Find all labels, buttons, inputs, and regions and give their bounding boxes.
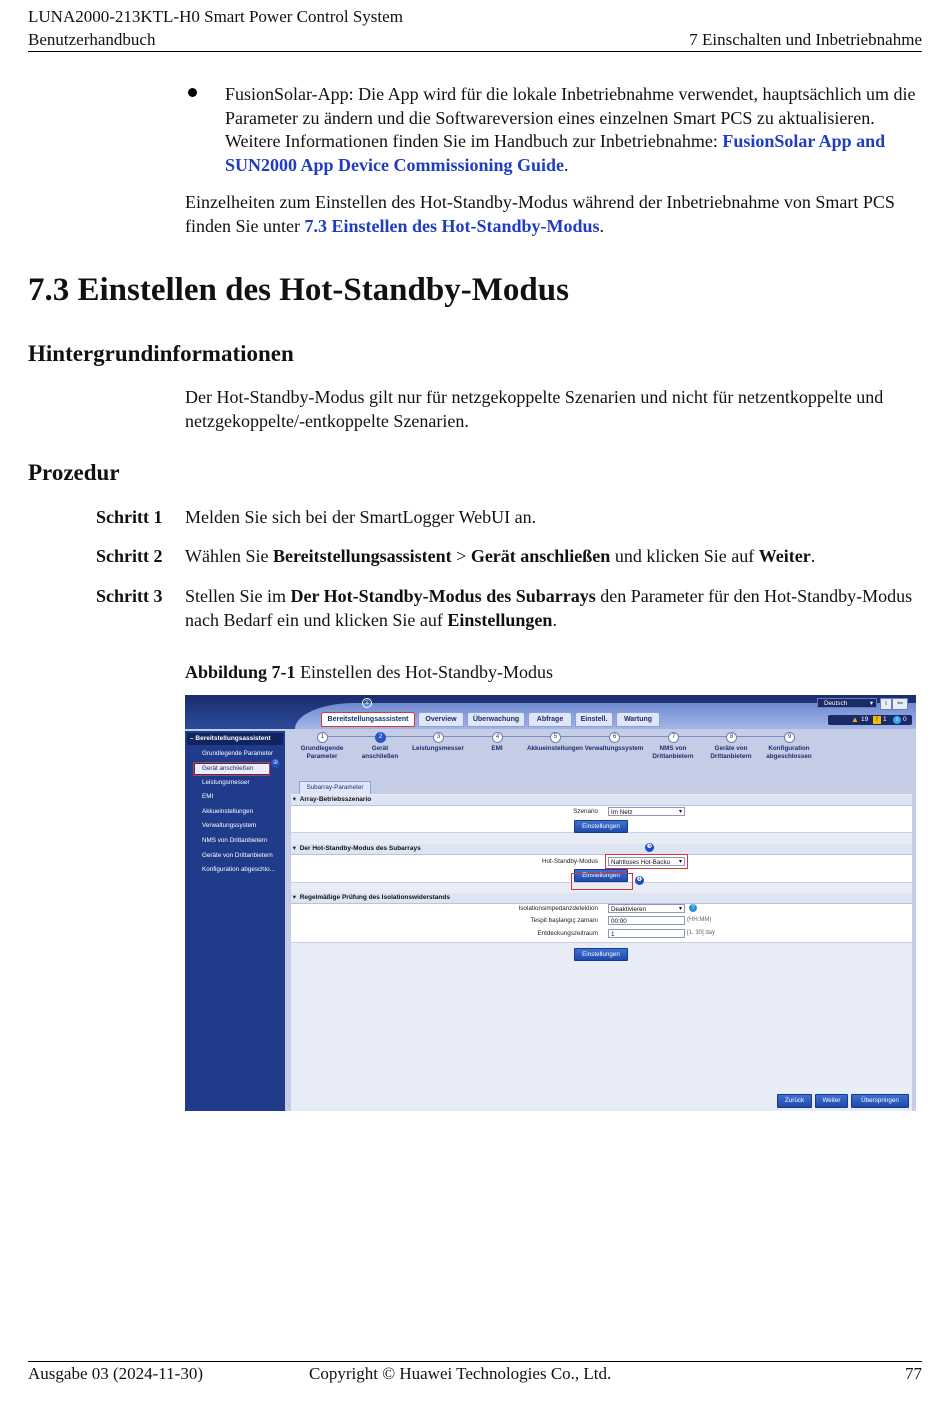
wizard-step-5-number[interactable]: 5: [550, 732, 561, 743]
sidebar-item-nms[interactable]: NMS von Drittanbietern: [202, 837, 268, 844]
iso-row-2-label: Tespit başlangıç zamanı: [530, 917, 598, 924]
wizard-step-9-label[interactable]: Konfiguration abgeschlossen: [766, 745, 812, 760]
iso-period-input[interactable]: 1: [608, 929, 685, 938]
section-title: 7.3 Einstellen des Hot-Standby-Modus: [28, 272, 569, 308]
szenario-select[interactable]: Im Netz ▾: [608, 807, 685, 816]
iso-period-hint: [1, 30] day: [687, 930, 716, 936]
section-hotstandby-header[interactable]: ▾ Der Hot-Standby-Modus des Subarrays: [291, 844, 912, 855]
wizard-step-3-label[interactable]: Leistungsmesser: [412, 745, 464, 752]
iso-row-3-label: Entdeckungszeitraum: [537, 930, 598, 937]
section-array-body: [291, 806, 912, 833]
major-alarm-count: 19: [861, 716, 869, 723]
highlight-hotstandby-select: [605, 854, 688, 869]
smartlogger-screenshot: [185, 695, 916, 1111]
sidebar-item-geraet-anschliessen[interactable]: Gerät anschließen: [195, 764, 269, 774]
wizard-step-4-number[interactable]: 4: [492, 732, 503, 743]
wizard-step-6-label[interactable]: Verwaltungssystem: [584, 745, 644, 752]
wizard-step-2-number[interactable]: 2: [375, 732, 386, 743]
header-product: LUNA2000-213KTL-H0 Smart Power Control System: [28, 7, 403, 26]
highlight-geraet-anschliessen: [193, 762, 270, 776]
step-3-text: Stellen Sie im Der Hot-Standby-Modus des Subarrays den Parameter für den Hot-Standby-Modus nach Bedarf ein und klicken Sie auf Einstellungen.: [185, 586, 913, 630]
logout-icon[interactable]: ⇦: [892, 698, 908, 710]
background-title: Hintergrundinformationen: [28, 341, 294, 366]
procedure-title: Prozedur: [28, 460, 120, 485]
wizard-step-7-number[interactable]: 7: [668, 732, 679, 743]
hotstandby-set-button[interactable]: Einstellungen: [574, 869, 628, 882]
wizard-step-2-label[interactable]: Gerät anschließen: [361, 745, 399, 760]
sidebar-item-konfiguration[interactable]: Konfiguration abgeschlo...: [202, 866, 275, 873]
step-3-label: Schritt 3: [96, 586, 163, 606]
callout-3: ❸: [646, 844, 653, 850]
iso-row-1-label: Isolationsimpedanzdetektion: [518, 905, 598, 912]
tab-einstell[interactable]: Einstell.: [575, 712, 613, 727]
wizard-step-8-label[interactable]: Geräte von Drittanbietern: [710, 745, 752, 760]
sidebar-item-geraete-drittanbieter[interactable]: Geräte von Drittanbietern: [202, 852, 273, 859]
help-icon[interactable]: ?: [689, 904, 697, 912]
hotstandby-select[interactable]: Nahtloses Hot-Backu ▾: [608, 857, 685, 866]
language-select[interactable]: Deutsch ▾: [817, 698, 877, 708]
tab-wartung[interactable]: Wartung: [616, 712, 660, 727]
header-rule: [28, 51, 922, 52]
sidebar-title: – Bereitstellungsassistent: [187, 733, 283, 745]
wizard-step-5-label[interactable]: Akkueinstellungen: [527, 745, 583, 752]
minor-alarm-count: 1: [883, 716, 887, 723]
background-text: Der Hot-Standby-Modus gilt nur für netzgekoppelte Szenarien und nicht für netzentkoppelte und netzgekoppelte/-entkoppelte Szenarien.: [185, 387, 884, 431]
sidebar: [185, 731, 285, 1111]
info-alarm-icon[interactable]: i: [893, 716, 901, 724]
wizard-step-1-label[interactable]: Grundlegende Parameter: [300, 745, 344, 760]
iso-start-time-input[interactable]: 00:00: [608, 916, 685, 925]
footer-page-number: 77: [905, 1364, 922, 1383]
step-2-label: Schritt 2: [96, 546, 163, 566]
callout-1: ①: [362, 698, 372, 708]
wizard-step-6-number[interactable]: 6: [609, 732, 620, 743]
header-manual: Benutzerhandbuch: [28, 30, 156, 49]
step-1-label: Schritt 1: [96, 507, 163, 527]
callout-2: ②: [272, 760, 279, 766]
commissioning-guide-link[interactable]: FusionSolar App and SUN2000 App Device Commissioning Guide: [225, 131, 886, 175]
major-alarm-icon[interactable]: ▲: [851, 715, 859, 724]
subtab-subarray[interactable]: Subarray-Parameter: [299, 781, 371, 795]
step-1-text: Melden Sie sich bei der SmartLogger WebUI an.: [185, 507, 537, 527]
tab-bereitstellungsassistent[interactable]: Bereitstellungsassistent: [321, 712, 415, 727]
header-chapter: 7 Einschalten und Inbetriebnahme: [689, 30, 922, 49]
sidebar-item-akkueinstellungen[interactable]: Akkueinstellungen: [202, 808, 254, 815]
hotstandby-label: Hot-Standby-Modus: [542, 858, 598, 865]
wizard-step-8-number[interactable]: 8: [726, 732, 737, 743]
back-button[interactable]: Zurück: [777, 1094, 812, 1108]
sidebar-item-verwaltungssystem[interactable]: Verwaltungssystem: [202, 822, 257, 829]
wizard-step-1-number[interactable]: 1: [317, 732, 328, 743]
tab-ueberwachung[interactable]: Überwachung: [467, 712, 525, 727]
iso-detection-select[interactable]: Deaktivieren ▾: [608, 904, 685, 913]
bullet-dot: [188, 88, 197, 97]
step-2-text: Wählen Sie Bereitstellungsassistent > Gerät anschließen und klicken Sie auf Weiter.: [185, 546, 816, 566]
main-area: [291, 779, 916, 1111]
section-isolation-body: [291, 904, 912, 943]
sidebar-item-leistungsmesser[interactable]: Leistungsmesser: [202, 779, 250, 786]
next-button[interactable]: Weiter: [815, 1094, 848, 1108]
figure-caption: Abbildung 7-1 Einstellen des Hot-Standby-Modus: [185, 662, 554, 682]
footer-copyright: Copyright © Huawei Technologies Co., Ltd.: [309, 1364, 612, 1383]
section-7-3-link[interactable]: 7.3 Einstellen des Hot-Standby-Modus: [304, 215, 600, 236]
isolation-set-button[interactable]: Einstellungen: [574, 948, 628, 961]
tab-overview[interactable]: Overview: [418, 712, 464, 727]
sidebar-item-emi[interactable]: EMI: [202, 793, 214, 800]
intro-paragraph: Einzelheiten zum Einstellen des Hot-Standby-Modus während der Inbetriebnahme von Smart PCS finden Sie unter 7.3 Einstellen des Hot-Standby-Modus.: [185, 192, 895, 236]
szenario-set-button[interactable]: Einstellungen: [574, 820, 628, 833]
wizard-step-3-number[interactable]: 3: [433, 732, 444, 743]
minor-alarm-icon[interactable]: !: [873, 716, 881, 724]
iso-start-time-hint: (HH:MM): [687, 917, 712, 923]
skip-button[interactable]: Überspringen: [851, 1094, 909, 1108]
wizard-step-7-label[interactable]: NMS von Drittanbietern: [652, 745, 694, 760]
tab-abfrage[interactable]: Abfrage: [528, 712, 572, 727]
szenario-label: Szenario: [573, 808, 598, 815]
sidebar-item-grundlegende-parameter[interactable]: Grundlegende Parameter: [202, 750, 274, 757]
section-array-header[interactable]: ▾ Array-Betriebsszenario: [291, 795, 912, 806]
bullet-text: FusionSolar-App: Die App wird für die lokale Inbetriebnahme verwendet, hauptsächlich um die Parameter zu ändern und die Softwareversion eines einzelnen Smart PCS zu aktualisieren. Weitere Informationen finden Sie im Handbuch zur Inbetriebnahme: FusionSolar App and SUN2000 App Device Commissioning Guide.: [225, 84, 916, 175]
footer-edition: Ausgabe 03 (2024-11-30): [28, 1364, 203, 1383]
highlight-hotstandby-button: [571, 873, 633, 890]
info-alarm-count: 0: [903, 716, 907, 723]
wizard-step-9-number[interactable]: 9: [784, 732, 795, 743]
footer-rule: [28, 1361, 922, 1362]
content-pane: [291, 794, 912, 1111]
section-isolation-header[interactable]: ▾ Regelmäßige Prüfung des Isolationswiderstands: [291, 893, 912, 904]
callout-4: ❹: [636, 877, 643, 883]
wizard-step-4-label[interactable]: EMI: [491, 745, 503, 752]
info-icon[interactable]: i: [880, 698, 892, 710]
